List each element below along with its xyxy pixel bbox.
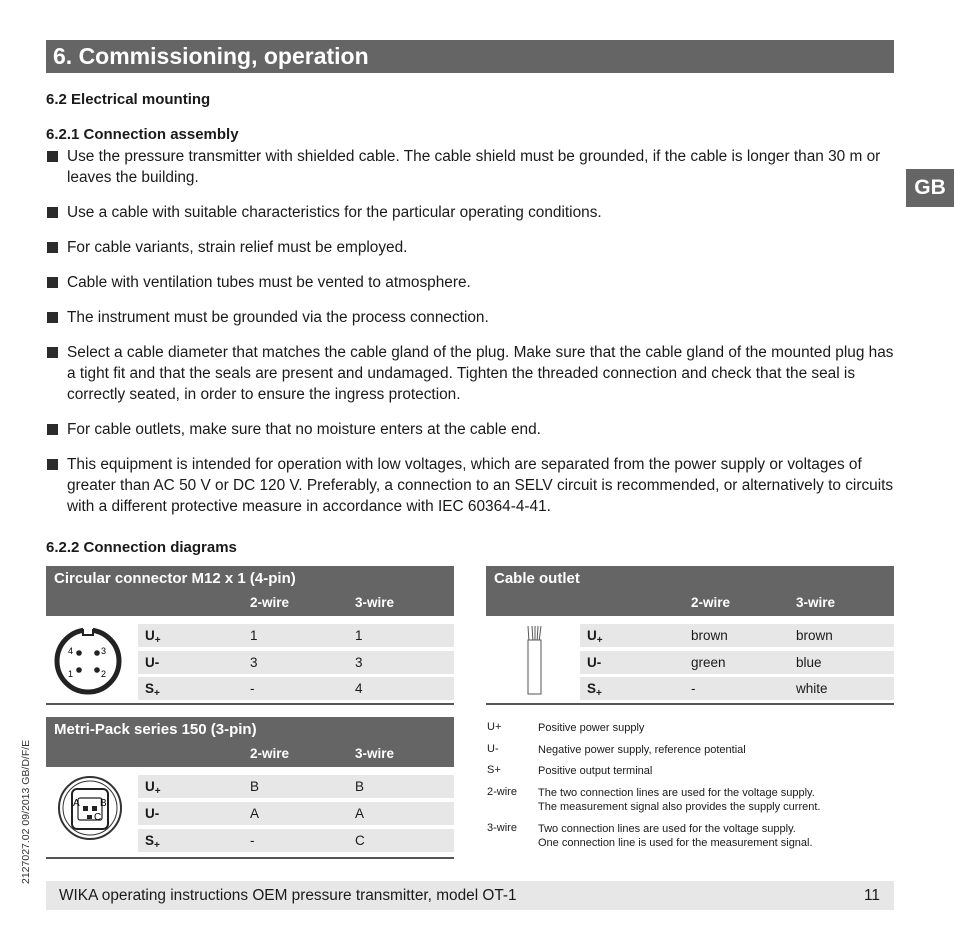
bullet-square-icon: [47, 277, 58, 288]
table-header: [46, 717, 454, 767]
column-header-2-wire: 2-wire: [250, 595, 290, 610]
page-footer: [46, 881, 894, 910]
bullet-square-icon: [47, 424, 58, 435]
section-heading-6-2: 6.2 Electrical mounting: [46, 91, 211, 108]
bullet-square-icon: [47, 242, 58, 253]
metri-pack-table: [46, 717, 454, 861]
bullet-square-icon: [47, 312, 58, 323]
m12-connector-table: [46, 566, 454, 706]
column-header-3-wire: 3-wire: [355, 746, 395, 761]
section-heading-6-2-1: 6.2.1 Connection assembly: [46, 126, 239, 143]
table-row: U- green blue: [580, 651, 894, 674]
table-title: Circular connector M12 x 1 (4-pin): [54, 570, 296, 587]
m12-connector-pinout-icon: [54, 627, 122, 695]
pin-label: A: [73, 798, 80, 809]
document-code: 2127027.02 09/2013 GB/D/F/E: [20, 739, 32, 884]
footer-title: WIKA operating instructions OEM pressure transmitter, model OT-1: [59, 887, 517, 904]
table-bottom-rule: [486, 703, 894, 705]
bullet-square-icon: [47, 207, 58, 218]
table-header: [486, 566, 894, 616]
bullet-square-icon: [47, 151, 58, 162]
table-row: $U_+$ B B: [138, 775, 454, 798]
chapter-title-bar: [46, 40, 894, 73]
pin-label: C: [94, 812, 102, 823]
column-header-2-wire: 2-wire: [691, 595, 731, 610]
table-title: Metri-Pack series 150 (3-pin): [54, 721, 257, 738]
table-row: U- 3 3: [138, 651, 454, 674]
table-row: $S_+$ - C: [138, 829, 454, 852]
pin-label: 1: [68, 669, 74, 679]
table-bottom-rule: [46, 857, 454, 859]
bullet-square-icon: [47, 459, 58, 470]
pin-label: B: [100, 798, 107, 809]
table-row: $U_+$ 1 1: [138, 624, 454, 647]
table-row: $S_+$ - 4: [138, 677, 454, 700]
table-row: $U_+$ brown brown: [580, 624, 894, 647]
table-bottom-rule: [46, 703, 454, 705]
chapter-title: 6. Commissioning, operation: [53, 43, 369, 69]
language-tab[interactable]: GB: [906, 169, 954, 207]
table-header: [46, 566, 454, 616]
pin-label: 4: [68, 646, 74, 656]
cable-outlet-table: [486, 566, 894, 706]
pin-label: 2: [101, 669, 107, 679]
table-row: $S_+$ - white: [580, 677, 894, 700]
table-title: Cable outlet: [494, 570, 580, 587]
page-number: 11: [864, 887, 880, 904]
column-header-3-wire: 3-wire: [796, 595, 836, 610]
column-header-2-wire: 2-wire: [250, 746, 290, 761]
pin-label: 3: [101, 646, 107, 656]
bullet-square-icon: [47, 347, 58, 358]
table-row: U- A A: [138, 802, 454, 825]
section-heading-6-2-2: 6.2.2 Connection diagrams: [46, 539, 237, 556]
metri-pack-pinout-icon: [56, 774, 124, 842]
column-header-3-wire: 3-wire: [355, 595, 395, 610]
cable-outlet-icon: [524, 624, 546, 696]
